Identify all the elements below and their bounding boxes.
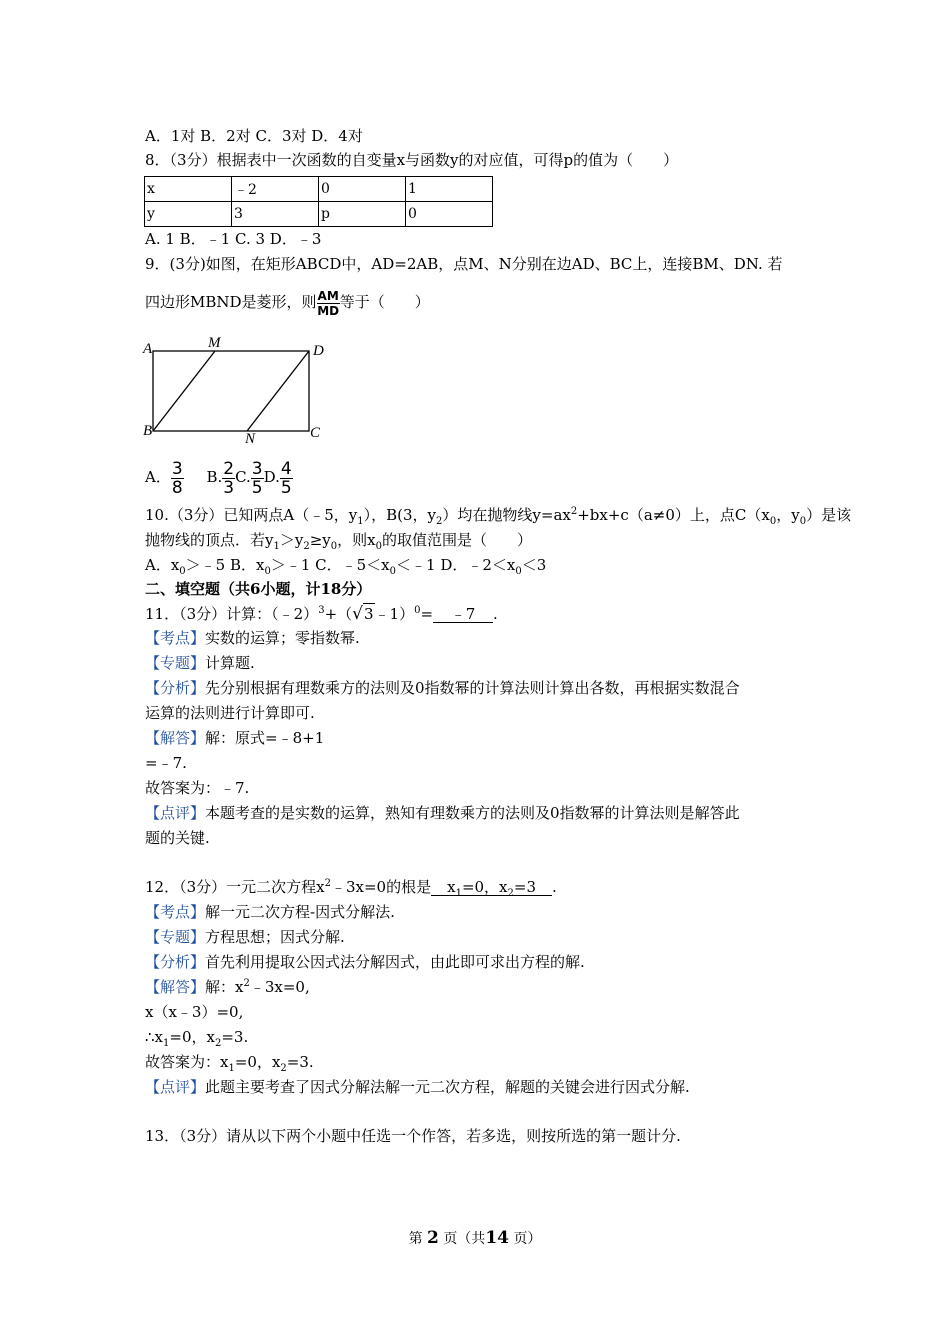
- text: 方程思想；因式分解.: [205, 928, 345, 946]
- fraction-denominator: MD: [317, 303, 340, 318]
- q10-line2: [145, 530, 532, 550]
- table-cell: p: [319, 202, 406, 227]
- subscript: 0: [330, 541, 338, 552]
- q11-stem: [145, 603, 498, 624]
- text: x: [447, 878, 456, 896]
- q9-line2-pre: 四边形MBND是菱形，则: [145, 293, 317, 311]
- page-footer: [0, 1228, 950, 1248]
- q9-opt-a-label: A．: [145, 468, 171, 486]
- q10-options: [145, 555, 546, 575]
- text: 12．（3分）一元二次方程x: [145, 878, 325, 896]
- text: 页（共: [443, 1231, 486, 1247]
- zhuanti-tag: 【专题】: [145, 928, 206, 946]
- q8-table: [144, 176, 493, 227]
- option-b-fraction: [222, 460, 235, 497]
- text: 10.（3分）已知两点A（﹣5，y: [145, 506, 358, 524]
- text: ≥y: [309, 531, 331, 549]
- fraction-denominator: 8: [171, 477, 183, 498]
- option-c-fraction: [251, 460, 264, 497]
- answer-blank: ﹣7: [433, 606, 493, 623]
- q11-fenxi: [145, 678, 740, 698]
- text: ，y: [776, 506, 800, 524]
- text: +bx+c（a≠0）上，点C（x: [577, 506, 770, 524]
- subscript: 0: [769, 516, 777, 527]
- q11-dianping-cont: 题的关键.: [145, 829, 210, 847]
- text: =3: [513, 878, 537, 896]
- subscript: 2: [303, 541, 310, 552]
- text: 先分别根据有理数乘方的法则及0指数幂的计算法则计算出各数，再根据实数混合: [205, 679, 740, 697]
- superscript: 2: [243, 978, 250, 989]
- label-n: N: [245, 431, 256, 443]
- text: 第: [408, 1231, 423, 1247]
- text: =3.: [286, 1053, 314, 1071]
- q12-fenxi: [145, 952, 585, 972]
- superscript: 3: [318, 605, 325, 616]
- sqrt-sign: √: [352, 604, 363, 624]
- segment-dn: [247, 351, 309, 431]
- text: 页）: [513, 1231, 542, 1247]
- q9-options: [145, 456, 293, 498]
- q8-options: A. 1 B．﹣1 C. 3 D．﹣3: [145, 230, 322, 248]
- q12-jieda: [145, 977, 310, 997]
- text: 实数的运算；零指数幂.: [205, 629, 360, 647]
- q11-jieda-line3: 故答案为：﹣7.: [145, 779, 250, 797]
- subscript: 1: [163, 1038, 170, 1049]
- subscript: 0: [179, 566, 186, 577]
- answer-blank: [431, 878, 552, 899]
- subscript: 0: [799, 516, 807, 527]
- superscript: 0: [414, 605, 421, 616]
- option-d-fraction: [280, 460, 293, 497]
- q12-zhuanti: [145, 927, 345, 947]
- text: ﹣1）: [374, 605, 415, 623]
- q9-opt-b-label: B.: [206, 468, 223, 486]
- subscript: 1: [228, 1063, 235, 1074]
- option-a-fraction: [171, 460, 184, 497]
- fenxi-tag: 【分析】: [145, 679, 206, 697]
- fraction-denominator: 5: [280, 477, 292, 498]
- q11-zhuanti: [145, 653, 255, 673]
- q11-dianping: [145, 803, 740, 823]
- q12-kaodian: [145, 902, 395, 922]
- subscript: 2: [436, 516, 443, 527]
- dianping-tag: 【点评】: [145, 804, 206, 822]
- subscript: 1: [455, 888, 462, 899]
- text: 首先利用提取公因式法分解因式，由此即可求出方程的解.: [205, 953, 585, 971]
- text: ＞﹣1 C．﹣5＜x: [270, 556, 390, 574]
- segment-bm: [153, 351, 215, 431]
- text: ，则x: [337, 531, 376, 549]
- fraction-denominator: 5: [251, 477, 263, 498]
- text: ＞y: [279, 531, 304, 549]
- text: ），B(3，y: [363, 506, 437, 524]
- subscript: 2: [214, 1038, 222, 1049]
- q12-dianping: [145, 1077, 690, 1097]
- q11-kaodian: [145, 628, 360, 648]
- q12-jieda-line4: [145, 1052, 314, 1072]
- fraction-numerator: 3: [251, 458, 263, 479]
- text: 本题考查的是实数的运算，熟知有理数乘方的法则及0指数幂的计算法则是解答此: [205, 804, 740, 822]
- text: =0，x: [461, 878, 508, 896]
- fraction-numerator: AM: [317, 288, 339, 303]
- table-cell: 3: [232, 202, 319, 227]
- text: 此题主要考查了因式分解法解一元二次方程，解题的关键会进行因式分解.: [205, 1078, 690, 1096]
- q12-stem: [145, 877, 557, 897]
- sqrt-radicand: 3: [363, 605, 374, 623]
- text: =: [420, 605, 434, 623]
- text: 计算题.: [205, 654, 255, 672]
- label-a: A: [143, 341, 153, 357]
- q11-fenxi-cont: 运算的法则进行计算即可.: [145, 704, 315, 722]
- text: .: [493, 605, 498, 623]
- text: 故答案为：x: [145, 1053, 229, 1071]
- text: ＜﹣1 D．﹣2＜x: [396, 556, 516, 574]
- label-b: B: [143, 423, 153, 439]
- am-md-fraction: [317, 289, 340, 318]
- q12-jieda-line2: x（x﹣3）=0,: [145, 1003, 244, 1021]
- q9-line1: 9．(3分)如图，在矩形ABCD中，AD=2AB，点M、N分别在边AD、BC上，连接BM、DN. 若: [145, 255, 783, 273]
- total-pages: 14: [485, 1228, 509, 1248]
- page-number: 2: [427, 1228, 439, 1248]
- text: =0，x: [169, 1028, 215, 1046]
- fraction-numerator: 2: [223, 458, 235, 479]
- table-row: [145, 177, 493, 202]
- text: =3.: [221, 1028, 249, 1046]
- subscript: 0: [389, 566, 397, 577]
- subscript: 0: [375, 541, 382, 552]
- text: .: [552, 878, 557, 896]
- text: 的取值范围是（ ）: [381, 531, 532, 549]
- label-c: C: [310, 425, 321, 441]
- q11-jieda: [145, 728, 324, 748]
- q9-opt-d-label: D.: [263, 468, 280, 486]
- fraction-numerator: 3: [171, 458, 183, 479]
- q12-jieda-line3: [145, 1027, 248, 1047]
- dianping-tag: 【点评】: [145, 1078, 206, 1096]
- superscript: 2: [570, 506, 578, 517]
- table-cell: 0: [406, 202, 493, 227]
- text: A．x: [145, 556, 180, 574]
- text: 解：x: [205, 978, 244, 996]
- table-cell: 0: [319, 177, 406, 202]
- text: ）是该: [806, 506, 852, 524]
- subscript: 2: [280, 1063, 287, 1074]
- q11-jieda-line2: =﹣7.: [145, 754, 187, 772]
- jieda-tag: 【解答】: [145, 729, 206, 747]
- q7-options: A．1对 B．2对 C．3对 D．4对: [145, 127, 363, 145]
- kaodian-tag: 【考点】: [145, 629, 206, 647]
- subscript: 1: [273, 541, 280, 552]
- text: 解一元二次方程-因式分解法.: [205, 903, 395, 921]
- text: ﹣3x=0的根是: [330, 878, 432, 896]
- fraction-denominator: 3: [223, 477, 235, 498]
- text: ﹣3x=0,: [249, 978, 310, 996]
- zhuanti-tag: 【专题】: [145, 654, 206, 672]
- table-cell: x: [145, 177, 232, 202]
- fraction-numerator: 4: [280, 458, 292, 479]
- q9-line2: [145, 284, 430, 320]
- subscript: 0: [515, 566, 522, 577]
- kaodian-tag: 【考点】: [145, 903, 206, 921]
- table-cell: 1: [406, 177, 493, 202]
- fenxi-tag: 【分析】: [145, 953, 206, 971]
- text: ＞﹣5 B．x: [185, 556, 265, 574]
- table-row: [145, 202, 493, 227]
- subscript: 0: [264, 566, 271, 577]
- superscript: 2: [324, 878, 331, 889]
- text: ∴x: [145, 1028, 164, 1046]
- text: 抛物线的顶点．若y: [145, 531, 274, 549]
- table-cell: ﹣2: [232, 177, 319, 202]
- rectangle-abcd: [153, 351, 309, 431]
- text: 11．（3分）计算：（﹣2）: [145, 605, 319, 623]
- q13-stem: 13．（3分）请从以下两个小题中任选一个作答，若多选，则按所选的第一题计分.: [145, 1127, 681, 1145]
- subscript: 1: [357, 516, 364, 527]
- section-heading: 二、填空题（共6小题，计18分）: [145, 580, 372, 598]
- text: +（: [324, 605, 353, 623]
- text: 解：原式=﹣8+1: [205, 729, 325, 747]
- label-m: M: [208, 335, 221, 351]
- rectangle-figure: [142, 333, 342, 443]
- q8-stem: 8．（3分）根据表中一次函数的自变量x与函数y的对应值，可得p的值为（ ）: [145, 151, 679, 169]
- text: =0，x: [234, 1053, 281, 1071]
- jieda-tag: 【解答】: [145, 978, 206, 996]
- text: ）均在抛物线y=ax: [442, 506, 571, 524]
- q10-line1: [145, 505, 851, 525]
- q9-opt-c-label: C.: [235, 468, 251, 486]
- text: ＜3: [521, 556, 547, 574]
- label-d: D: [313, 343, 324, 359]
- q9-line2-post: 等于（ ）: [339, 293, 430, 311]
- subscript: 2: [507, 888, 514, 899]
- table-cell: y: [145, 202, 232, 227]
